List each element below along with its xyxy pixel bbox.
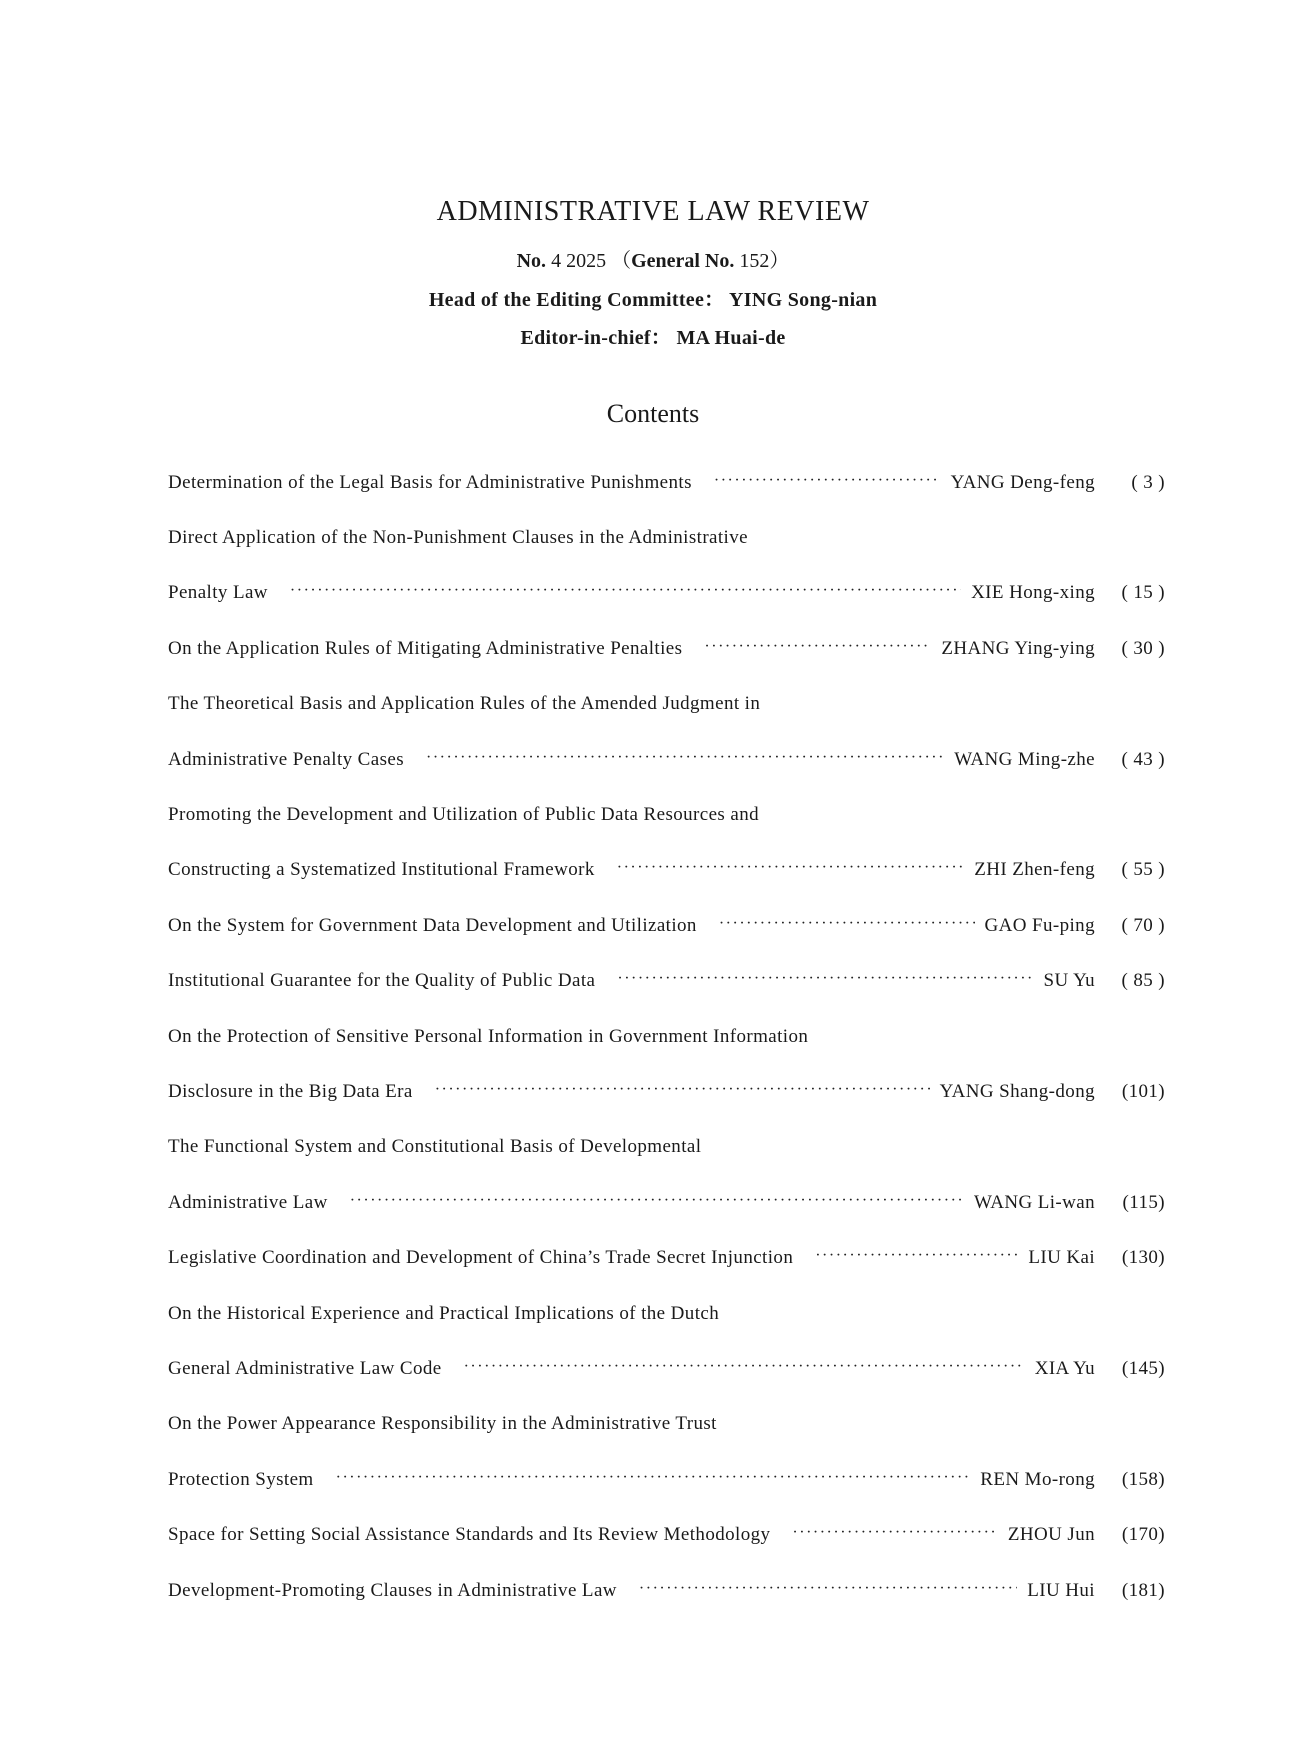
toc-entry-title: Determination of the Legal Basis for Administrative Punishments	[168, 471, 692, 493]
dot-leader	[704, 638, 931, 656]
toc-entry-page-number: (130)	[1121, 1247, 1165, 1269]
dot-leader	[719, 915, 975, 933]
toc-entry-author: YANG Deng-feng	[950, 471, 1095, 493]
dot-leader	[617, 970, 1033, 988]
toc-entry-page-number: ( 30 )	[1121, 637, 1165, 659]
open-paren: （	[611, 250, 632, 272]
general-no-value: 152	[739, 250, 770, 272]
contents-heading: Contents	[606, 399, 700, 428]
dot-leader	[426, 749, 944, 767]
toc-entry-title: Disclosure in the Big Data Era	[168, 1080, 413, 1102]
issue-line	[0, 244, 1306, 273]
toc-entry	[168, 1064, 1165, 1119]
toc-entry-title: Constructing a Systematized Institutional Framework	[168, 859, 595, 881]
toc-entry-continued-line	[168, 1009, 1165, 1064]
journal-title: ADMINISTRATIVE LAW REVIEW	[436, 196, 870, 227]
toc-entry-page-number: ( 70 )	[1121, 914, 1165, 936]
toc-entry	[168, 954, 1165, 1009]
issue-no-value: 4 2025	[551, 250, 607, 272]
toc-entry-page-number: (145)	[1121, 1357, 1165, 1379]
toc-entry-title: On the Historical Experience and Practical Implications of the Dutch	[168, 1302, 720, 1324]
toc-entry-title: Administrative Law	[168, 1191, 328, 1213]
toc-entry	[168, 1452, 1165, 1507]
toc-entry-author: ZHOU Jun	[1007, 1524, 1095, 1546]
toc-entry-author: XIE Hong-xing	[971, 582, 1095, 604]
toc-entry-author: SU Yu	[1043, 970, 1095, 992]
toc-entry-title: Space for Setting Social Assistance Standards and Its Review Methodology	[168, 1524, 771, 1546]
toc-entry-author: GAO Fu-ping	[984, 914, 1095, 936]
dot-leader	[639, 1580, 1017, 1598]
dot-leader	[714, 472, 941, 490]
toc-entry	[168, 1341, 1165, 1396]
toc-entry	[168, 1563, 1165, 1618]
toc-entry-author: WANG Li-wan	[973, 1191, 1095, 1213]
toc-entry-title: The Theoretical Basis and Application Rules of the Amended Judgment in	[168, 693, 761, 715]
table-of-contents	[168, 455, 1165, 1618]
toc-entry-author: ZHI Zhen-feng	[974, 859, 1095, 881]
toc-entry-author: REN Mo-rong	[980, 1468, 1095, 1490]
editor-in-chief: Editor-in-chief： MA Huai-de	[520, 327, 786, 349]
toc-entry	[168, 1175, 1165, 1230]
toc-entry-title: Direct Application of the Non-Punishment Clauses in the Administrative	[168, 527, 748, 549]
dot-leader	[336, 1469, 971, 1487]
toc-entry-page-number: ( 55 )	[1121, 859, 1165, 881]
toc-entry	[168, 898, 1165, 953]
toc-entry-title: On the System for Government Data Development and Utilization	[168, 914, 697, 936]
toc-entry-title: Administrative Penalty Cases	[168, 748, 404, 770]
toc-entry-title: On the Protection of Sensitive Personal Information in Government Information	[168, 1025, 809, 1047]
toc-entry	[168, 455, 1165, 510]
toc-entry-page-number: (115)	[1122, 1191, 1165, 1213]
toc-entry-author: YANG Shang-dong	[939, 1080, 1095, 1102]
dot-leader	[792, 1524, 997, 1542]
toc-entry-author: XIA Yu	[1034, 1357, 1095, 1379]
toc-entry-page-number: ( 43 )	[1121, 748, 1165, 770]
toc-entry-author: WANG Ming-zhe	[954, 748, 1095, 770]
toc-entry-page-number: ( 85 )	[1121, 970, 1165, 992]
toc-entry-title: Development-Promoting Clauses in Administrative Law	[168, 1579, 617, 1601]
toc-entry	[168, 1507, 1165, 1562]
close-paren: ）	[769, 250, 790, 272]
toc-entry-page-number: (158)	[1121, 1468, 1165, 1490]
toc-entry-title: On the Application Rules of Mitigating Administrative Penalties	[168, 637, 683, 659]
toc-entry-page-number: (101)	[1121, 1080, 1165, 1102]
toc-entry	[168, 732, 1165, 787]
toc-entry-author: LIU Kai	[1028, 1247, 1095, 1269]
dot-leader	[464, 1358, 1025, 1376]
toc-entry-title: The Functional System and Constitutional Basis of Developmental	[168, 1136, 702, 1158]
toc-entry-author: ZHANG Ying-ying	[941, 637, 1095, 659]
dot-leader	[617, 859, 965, 877]
dot-leader	[435, 1081, 930, 1099]
toc-entry-title: Institutional Guarantee for the Quality of Public Data	[168, 970, 596, 992]
toc-entry-page-number: ( 3 )	[1131, 471, 1165, 493]
toc-entry-continued-line	[168, 1286, 1165, 1341]
toc-entry-page-number: (181)	[1121, 1579, 1165, 1601]
toc-entry	[168, 566, 1165, 621]
toc-entry-title: Promoting the Development and Utilization of Public Data Resources and	[168, 804, 760, 826]
toc-entry	[168, 621, 1165, 676]
toc-entry-continued-line	[168, 677, 1165, 732]
toc-entry-page-number: (170)	[1121, 1524, 1165, 1546]
head-of-editing-committee: Head of the Editing Committee： YING Song-nian	[428, 289, 878, 311]
toc-entry	[168, 1230, 1165, 1285]
toc-entry-continued-line	[168, 1120, 1165, 1175]
toc-entry-continued-line	[168, 787, 1165, 842]
toc-entry-author: LIU Hui	[1027, 1579, 1095, 1601]
toc-entry-title: Penalty Law	[168, 582, 268, 604]
toc-entry-title: General Administrative Law Code	[168, 1357, 442, 1379]
toc-entry-title: Protection System	[168, 1468, 314, 1490]
dot-leader	[350, 1192, 964, 1210]
toc-entry-title: Legislative Coordination and Development of China’s Trade Secret Injunction	[168, 1247, 794, 1269]
issue-no-label: No.	[516, 250, 547, 272]
toc-entry-continued-line	[168, 510, 1165, 565]
toc-entry	[168, 843, 1165, 898]
dot-leader	[815, 1247, 1018, 1265]
toc-entry-continued-line	[168, 1397, 1165, 1452]
dot-leader	[290, 582, 961, 600]
toc-entry-page-number: ( 15 )	[1121, 582, 1165, 604]
general-no-label: General No.	[631, 250, 735, 272]
toc-entry-title: On the Power Appearance Responsibility in the Administrative Trust	[168, 1413, 717, 1435]
